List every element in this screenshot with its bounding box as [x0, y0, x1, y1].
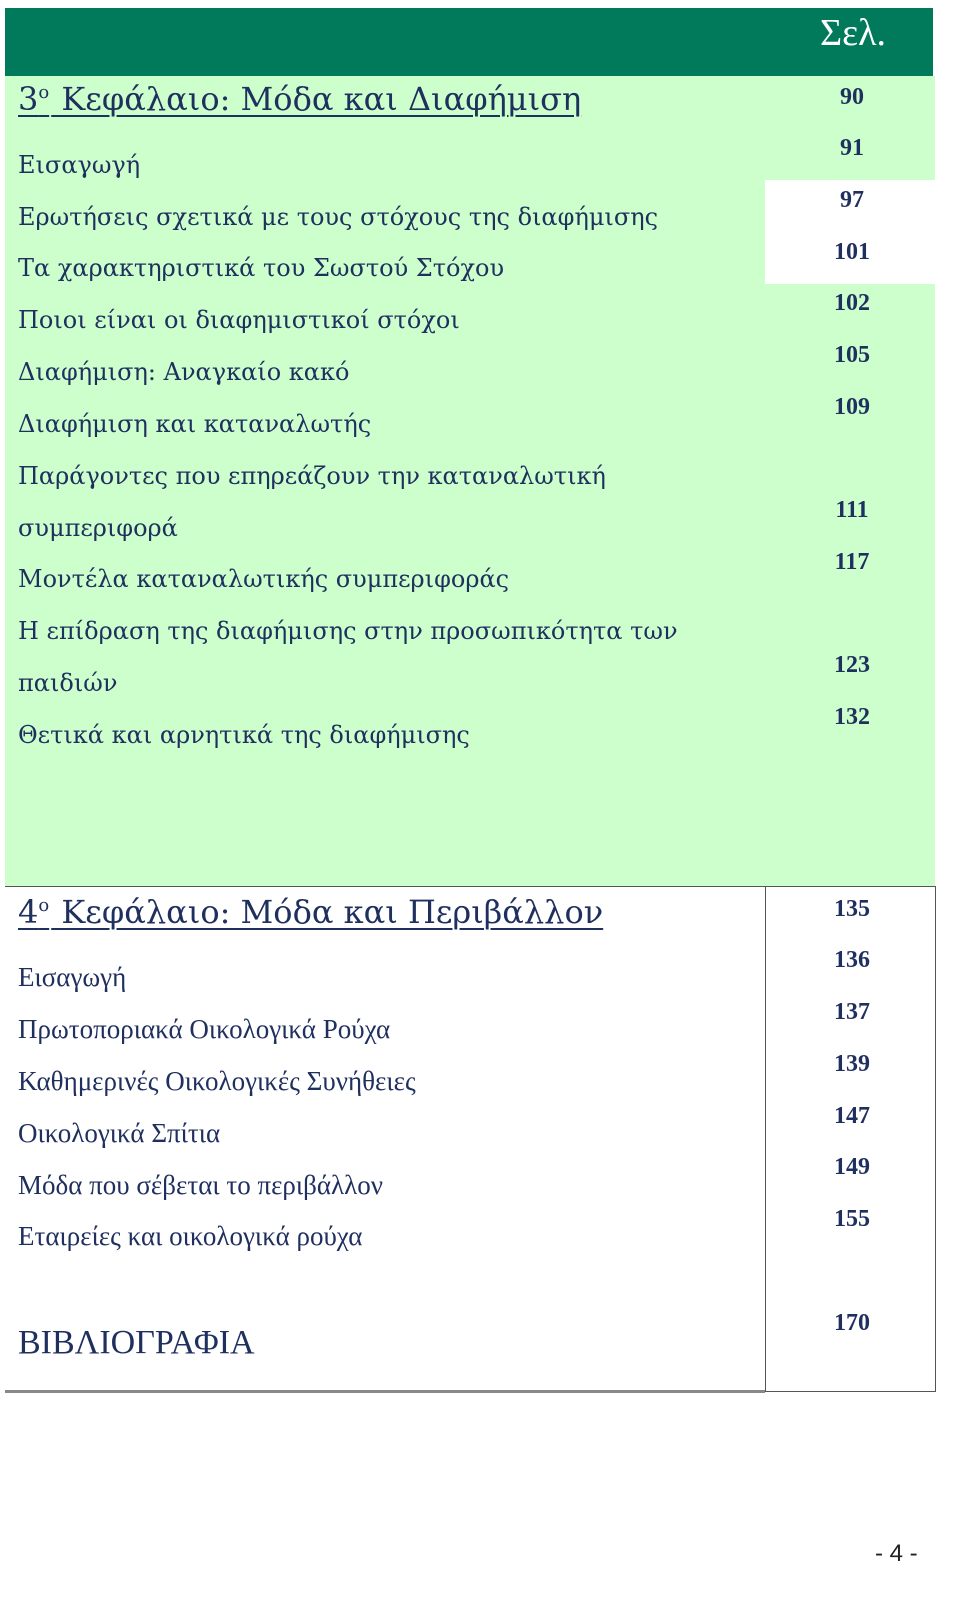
toc-entry-page: 117	[834, 549, 870, 575]
toc-entry[interactable]: Τα χαρακτηριστικά του Σωστού Στόχου	[18, 254, 505, 282]
bibliography-title[interactable]: ΒΙΒΛΙΟΓΡΑΦΙΑ	[18, 1324, 255, 1361]
page-column-label: Σελ.	[820, 12, 886, 54]
toc-entry-page: 136	[834, 947, 870, 973]
toc-entry-page: 147	[834, 1103, 870, 1129]
page-column-bottom-border	[765, 1391, 936, 1392]
toc-entry-page: 91	[840, 135, 864, 161]
toc-entry[interactable]: Μοντέλα καταναλωτικής συμπεριφοράς	[18, 565, 510, 593]
toc-entry-page: 155	[834, 1206, 870, 1232]
toc-entry-page: 123	[834, 652, 870, 678]
toc-entry[interactable]: Εταιρείες και οικολογικά ρούχα	[18, 1221, 363, 1251]
toc-entry[interactable]: Διαφήμιση και καταναλωτής	[18, 410, 372, 438]
chapter3-title[interactable]: $3^o$ Κεφάλαιο: Μόδα και Διαφήμιση	[18, 80, 582, 118]
toc-entry-page: 139	[834, 1051, 870, 1077]
right-border	[935, 886, 936, 1392]
toc-entry[interactable]: Καθημερινές Οικολογικές Συνήθειες	[18, 1066, 416, 1096]
toc-entry[interactable]: Πρωτοποριακά Οικολογικά Ρούχα	[18, 1014, 391, 1044]
toc-entry-page: 149	[834, 1154, 870, 1180]
toc-entry-page: 97	[840, 187, 864, 213]
bibliography-page: 170	[834, 1310, 870, 1336]
toc-entry[interactable]: Εισαγωγή	[18, 151, 141, 179]
table-bottom-border	[5, 1390, 765, 1393]
toc-entry-page: 109	[834, 394, 870, 420]
page-column-divider	[765, 886, 766, 1392]
toc-entry-page: 105	[834, 342, 870, 368]
chapter3-page-column-bottom	[765, 284, 935, 886]
toc-entry-page: 102	[834, 290, 870, 316]
toc-entry[interactable]: Παράγοντες που επηρεάζουν την καταναλωτική	[18, 462, 606, 490]
toc-entry-page: 132	[834, 704, 870, 730]
toc-entry-continuation[interactable]: συμπεριφορά	[18, 514, 178, 542]
toc-entry[interactable]: Η επίδραση της διαφήμισης στην προσωπικότητα των	[18, 617, 678, 645]
toc-entry[interactable]: Ποιοι είναι οι διαφημιστικοί στόχοι	[18, 306, 460, 334]
footer-page-number: - 4 -	[875, 1540, 918, 1567]
toc-header-bar	[5, 8, 933, 76]
chapter4-title[interactable]: $4^o$ Κεφάλαιο: Μόδα και Περιβάλλον	[18, 893, 604, 931]
chapter4-top-border	[5, 886, 935, 887]
chapter4-page: 135	[834, 896, 870, 922]
toc-entry[interactable]: Μόδα που σέβεται το περιβάλλον	[18, 1170, 383, 1200]
toc-entry-page: 101	[834, 239, 870, 265]
toc-entry-page: 137	[834, 999, 870, 1025]
toc-entry[interactable]: Εισαγωγή	[18, 962, 127, 992]
chapter3-page: 90	[840, 84, 864, 110]
toc-entry-continuation[interactable]: παιδιών	[18, 669, 118, 697]
toc-entry[interactable]: Οικολογικά Σπίτια	[18, 1118, 221, 1148]
toc-entry[interactable]: Διαφήμιση: Αναγκαίο κακό	[18, 358, 350, 386]
toc-entry[interactable]: Ερωτήσεις σχετικά με τους στόχους της διαφήμισης	[18, 203, 659, 231]
toc-entry-page: 111	[835, 497, 869, 523]
toc-entry[interactable]: Θετικά και αρνητικά της διαφήμισης	[18, 721, 470, 749]
